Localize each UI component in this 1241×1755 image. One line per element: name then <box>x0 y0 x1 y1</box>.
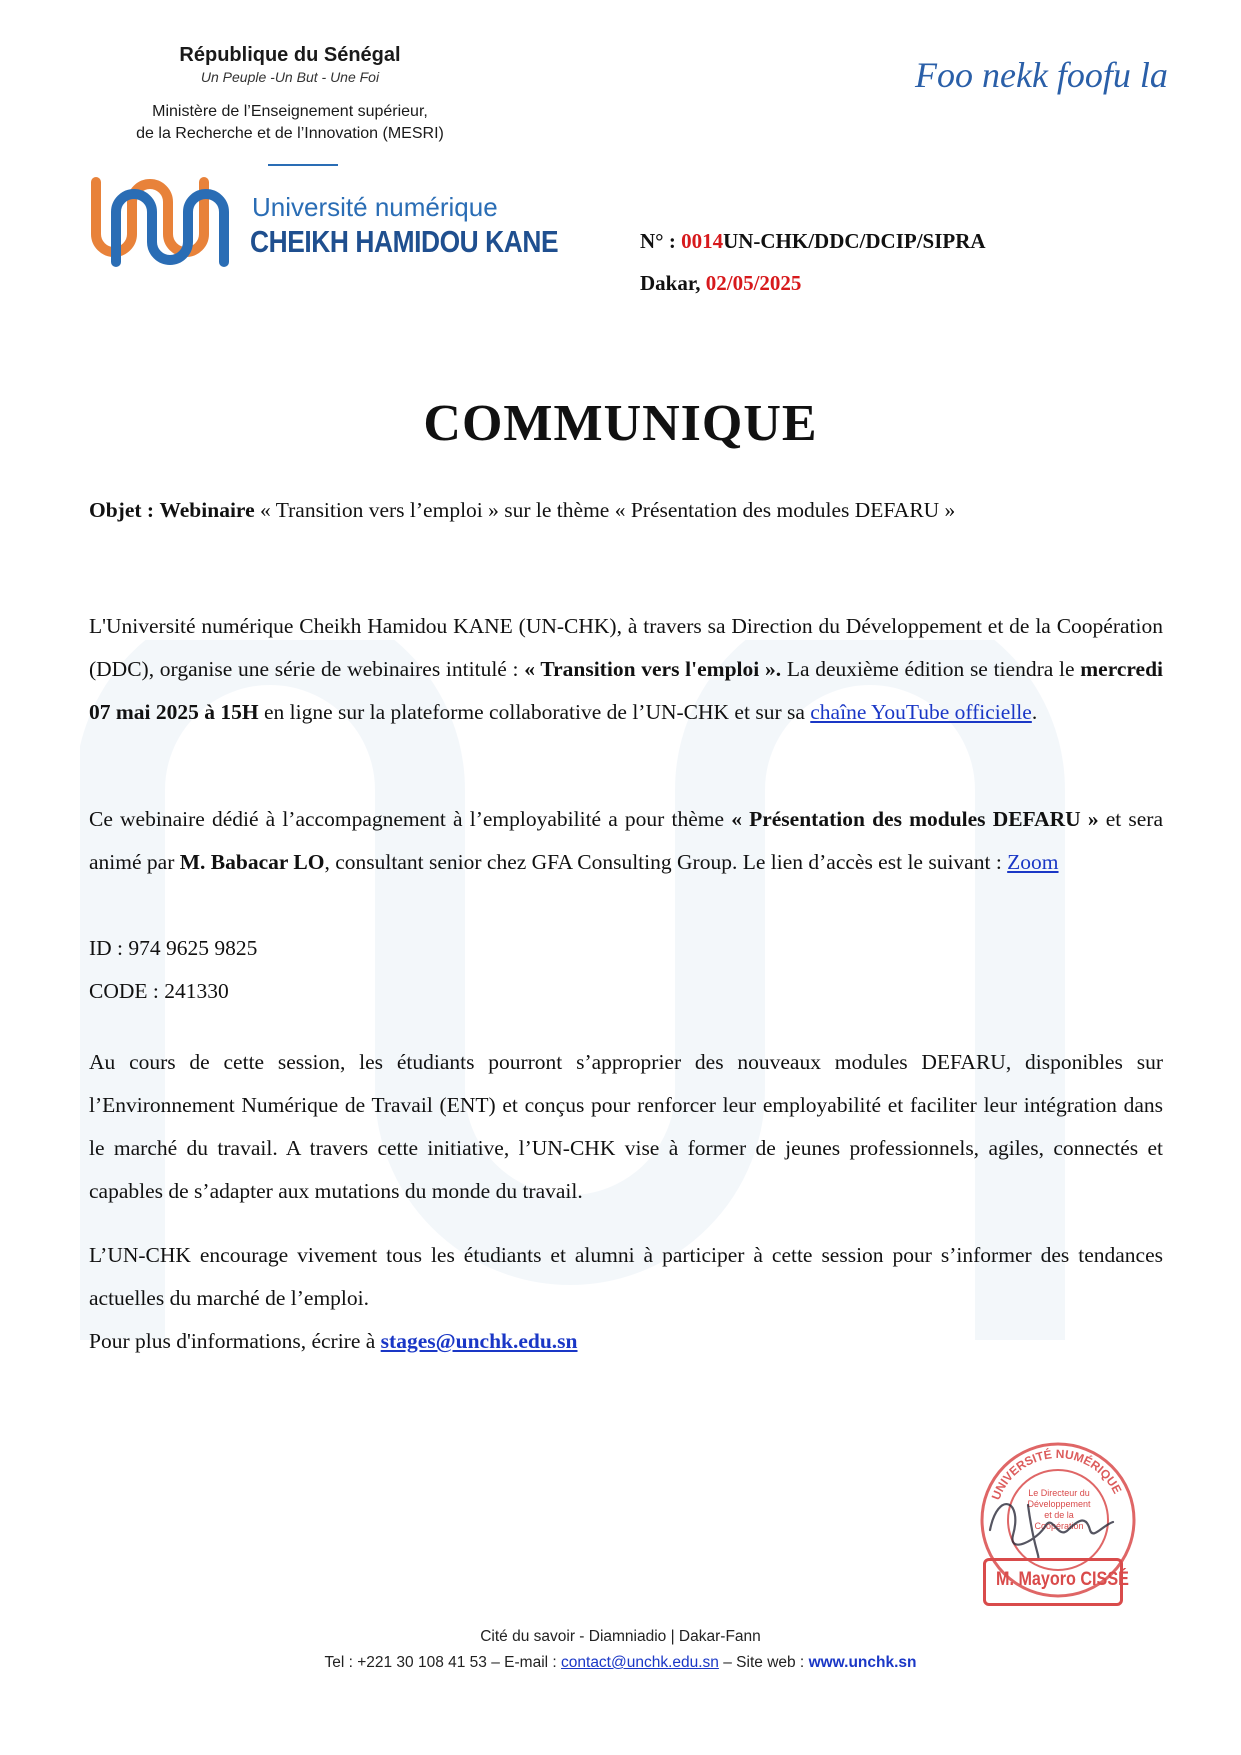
university-name-line1: Université numérique <box>252 192 498 222</box>
paragraph-encouragement: L’UN-CHK encourage vivement tous les étudiants et alumni à participer à cette session pour s’informer des tendances actuelles du marché de l’emploi. <box>89 1243 1163 1310</box>
ministry-name: Ministère de l’Enseignement supérieur, de la Recherche et de l’Innovation (MESRI) <box>136 103 444 142</box>
university-logo <box>86 172 559 272</box>
paragraph-intro: L'Université numérique Cheikh Hamidou KANE (UN-CHK), à travers sa Direction du Développement et de la Coopération (DDC), organise une série de webinaires intitulé : « Transition vers l'emploi ». La deuxième édition se tiendra le mercredi 07 mai 2025 à 15H en ligne sur la plateforme collaborative de l’UN-CHK et sur sa chaîne YouTube officielle. <box>89 614 1164 724</box>
stamp-name-box <box>983 1558 1129 1606</box>
contact-line: Pour plus d'informations, écrire à stages@unchk.edu.sn <box>89 1329 578 1353</box>
reference-block <box>640 220 986 304</box>
document-date: 02/05/2025 <box>705 271 802 295</box>
republic-title: République du Sénégal <box>179 44 401 66</box>
reference-number-value: 0014 <box>681 229 724 253</box>
university-name-line2: CHEIKH HAMIDOU KANE <box>250 224 559 259</box>
national-motto: Un Peuple -Un But - Une Foi <box>200 69 380 85</box>
header-divider <box>268 164 338 166</box>
zoom-link[interactable]: Zoom <box>1007 850 1059 874</box>
subject-line: Objet : Webinaire « Transition vers l’emploi » sur le thème « Présentation des modules DEFARU » <box>89 498 956 522</box>
footer-address: Cité du savoir - Diamniadio | Dakar-Fann <box>480 1628 761 1645</box>
place-date: Dakar, 02/05/2025 <box>640 271 802 295</box>
signatory-name: M. Mayoro CISSÉ <box>996 1569 1129 1590</box>
contact-email-link[interactable]: stages@unchk.edu.sn <box>380 1329 578 1353</box>
reference-number: N° : 0014UN-CHK/DDC/DCIP/SIPRA <box>640 229 986 253</box>
stamp-ring-text: UNIVERSITÉ NUMÉRIQUE <box>988 1446 1125 1502</box>
paragraph-theme: Ce webinaire dédié à l’accompagnement à l’employabilité a pour thème « Présentation des modules DEFARU » et sera animé par M. Babacar LO, consultant senior chez GFA Consulting Group. Le lien d’accès est le suivant : Zoom <box>89 807 1164 874</box>
slogan: Foo nekk foofu la <box>915 55 1168 95</box>
paragraph-session: Au cours de cette session, les étudiants pourront s’approprier des nouveaux modules DEFARU, disponibles sur l’Environnement Numérique de Travail (ENT) et conçus pour renforcer leur employabilité et faciliter leur intégration dans le marché du travail. A travers cette initiative, l’UN-CHK vise à former de jeunes professionnels, agiles, connectés et capables de s’adapter aux mutations du monde du travail. <box>89 1050 1163 1203</box>
footer <box>0 1624 1241 1676</box>
footer-website-link[interactable]: www.unchk.sn <box>808 1654 917 1671</box>
footer-contact: Tel : +221 30 108 41 53 – E-mail : contact@unchk.edu.sn – Site web : www.unchk.sn <box>324 1654 917 1671</box>
stamp-inner-text: Le Directeur du Développement et de la Coopération <box>1027 1488 1091 1531</box>
meeting-id: ID : 974 9625 9825 <box>89 936 258 960</box>
meeting-code: CODE : 241330 <box>89 979 229 1003</box>
youtube-link[interactable]: chaîne YouTube officielle <box>810 700 1032 724</box>
unchk-logo-icon <box>86 172 246 272</box>
footer-email-link[interactable]: contact@unchk.edu.sn <box>561 1654 719 1671</box>
republic-block <box>80 44 500 145</box>
document-title: COMMUNIQUE <box>423 395 818 452</box>
